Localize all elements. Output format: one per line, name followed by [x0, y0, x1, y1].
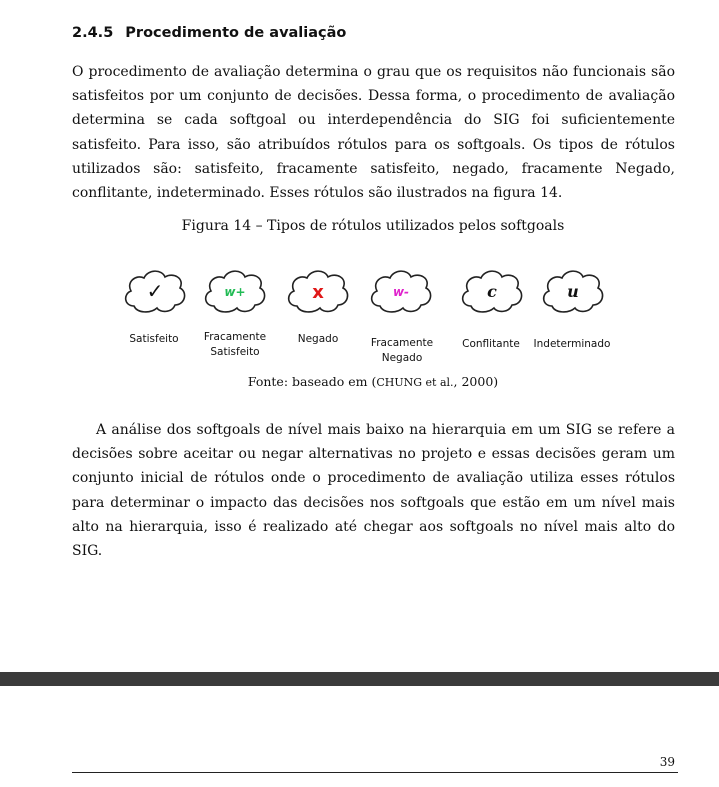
section-number: 2.4.5	[72, 25, 114, 41]
label-line: Fracamente	[203, 331, 267, 343]
section-title: Procedimento de avaliação	[125, 25, 347, 41]
viewer-page-divider	[0, 672, 719, 686]
source-prefix: Fonte: baseado em (	[247, 374, 377, 389]
footer-rule	[72, 772, 678, 773]
softgoal-labels-figure	[118, 268, 628, 368]
cloud-negado-icon	[285, 268, 351, 314]
paragraph-analysis: A análise dos softgoals de nível mais baixo na hierarquia em um SIG se refere a decisões sobre aceitar ou negar alternativas no projeto e essas decisões geram um conjunto inicial de rótulos onde o procedimento de avaliação utiliza esses rótulos para determinar o impacto das decisões nos softgoals que estão em um nível mais alto na hierarquia, isso é realizado até chegar aos softgoals no nível mais alto do SIG.	[72, 422, 675, 560]
label-line: Conflitante	[462, 338, 520, 350]
cloud-conflitante-icon	[459, 268, 525, 314]
symbol-negado: x	[312, 282, 324, 303]
page-number: 39	[659, 755, 675, 769]
symbol-indeterminado: u	[567, 282, 579, 301]
section-heading	[72, 25, 346, 41]
symbol-fracamente-satisfeito: w+	[224, 285, 246, 299]
source-suffix: , 2000)	[453, 374, 499, 389]
label-line: Satisfeito	[129, 333, 179, 345]
symbol-satisfeito: ✓	[146, 279, 164, 303]
label-line: Negado	[381, 352, 423, 364]
label-line: Negado	[297, 333, 339, 345]
label-negado	[273, 332, 363, 347]
figure-source	[0, 374, 719, 389]
label-indeterminado	[527, 337, 617, 352]
paragraph-intro: O procedimento de avaliação determina o grau que os requisitos não funcionais são satisfeitos por um conjunto de decisões. Dessa forma, o procedimento de avaliação determina se cada softgoal ou interdependência do SIG foi suficientemente satisfeito. Para isso, são atribuídos rótulos para os softgoals. Os tipos de rótulos utilizados são: satisfeito, fracamente satisfeito, negado, fracamente Negado, conflitante, indeterminado. Esses rótulos são ilustrados na figura 14.	[72, 64, 675, 202]
label-fracamente-negado	[357, 336, 447, 366]
symbol-fracamente-negado: w-	[392, 285, 410, 299]
cloud-indeterminado-icon	[540, 268, 606, 314]
cloud-fracamente-negado-icon	[368, 268, 434, 314]
label-line: Indeterminado	[533, 338, 611, 350]
label-line: Satisfeito	[210, 346, 260, 358]
cloud-satisfeito-icon	[122, 268, 188, 314]
label-satisfeito	[109, 332, 199, 347]
label-conflitante	[446, 337, 536, 352]
symbol-conflitante: c	[487, 282, 497, 301]
label-fracamente-satisfeito	[190, 330, 280, 360]
figure-caption: Figura 14 – Tipos de rótulos utilizados pelos softgoals	[181, 218, 565, 234]
cloud-fracamente-satisfeito-icon	[202, 268, 268, 314]
label-line: Fracamente	[370, 337, 434, 349]
source-citation[interactable]: CHUNG et al.	[376, 376, 454, 389]
